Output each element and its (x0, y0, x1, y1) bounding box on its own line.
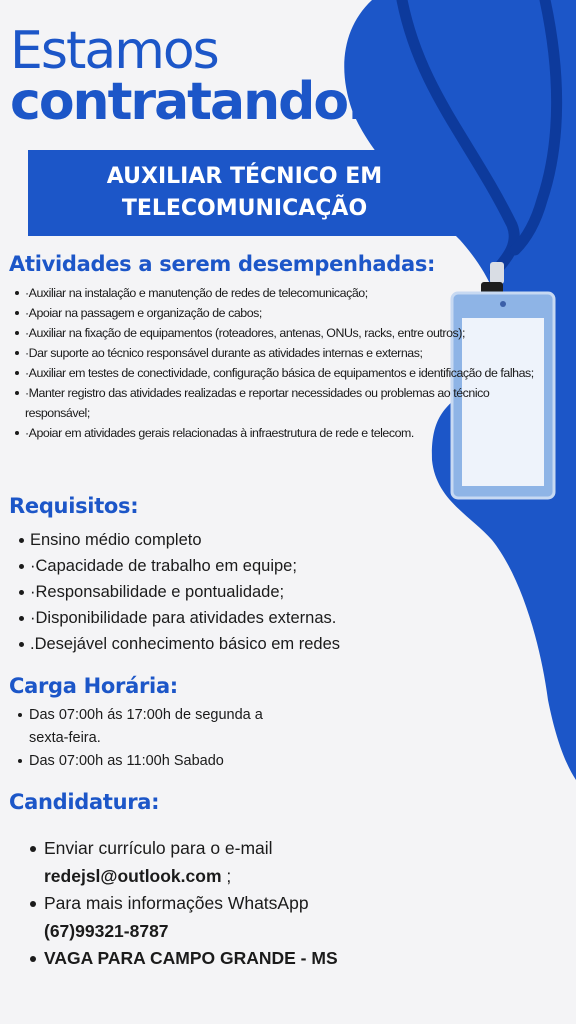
activity-item: ·Auxiliar na fixação de equipamentos (roteadores, antenas, ONUs, racks, entre outros); (13, 323, 553, 343)
headline-line-2: contratando. (10, 71, 365, 132)
application-title: Candidatura: (9, 790, 160, 814)
requirement-item: ·Disponibilidade para atividades externas. (18, 605, 418, 631)
email-address[interactable]: redejsl@outlook.com (44, 865, 222, 886)
requirement-item: .Desejável conhecimento básico em redes (18, 631, 418, 657)
work-hours-list (18, 704, 278, 773)
job-title-banner (28, 150, 461, 236)
activity-item: ·Apoiar na passagem e organização de cabos; (13, 303, 553, 323)
application-list (28, 835, 528, 973)
activity-item: ·Apoiar em atividades gerais relacionadas à infraestrutura de rede e telecom. (13, 423, 553, 443)
requirements-list (18, 527, 418, 657)
requirements-title: Requisitos: (9, 494, 139, 518)
activities-title: Atividades a serem desempenhadas: (9, 252, 436, 276)
job-title-line-1: AUXILIAR TÉCNICO EM (106, 164, 383, 190)
activity-item: ·Dar suporte ao técnico responsável durante as atividades internas e externas; (13, 343, 553, 363)
page-headline (10, 21, 365, 132)
job-location: VAGA PARA CAMPO GRANDE - MS (44, 948, 338, 968)
work-hours-item: Das 07:00h ás 17:00h de segunda a sexta-feira. (18, 704, 278, 750)
work-hours-item: Das 07:00h as 11:00h Sabado (18, 750, 278, 773)
application-location-item (28, 945, 528, 973)
work-hours-title: Carga Horária: (9, 674, 178, 698)
application-whatsapp-item (28, 890, 528, 945)
requirement-item: ·Capacidade de trabalho em equipe; (18, 553, 418, 579)
headline-line-1: Estamos (10, 21, 218, 81)
email-instruction: Enviar currículo para o e-mail (44, 838, 273, 858)
whatsapp-instruction: Para mais informações WhatsApp (44, 893, 309, 913)
activity-item: ·Auxiliar em testes de conectividade, configuração básica de equipamentos e identificação de falhas; (13, 363, 553, 383)
application-email-item (28, 835, 528, 890)
requirement-item: ·Responsabilidade e pontualidade; (18, 579, 418, 605)
whatsapp-phone[interactable]: (67)99321-8787 (44, 920, 169, 941)
activities-list (13, 283, 553, 443)
job-title-line-2: TELECOMUNICAÇÃO (121, 196, 368, 221)
requirement-item: Ensino médio completo (18, 527, 418, 553)
activity-item: ·Manter registro das atividades realizadas e reportar necessidades ou problemas ao técnico responsável; (13, 383, 553, 423)
activity-item: ·Auxiliar na instalação e manutenção de redes de telecomunicação; (13, 283, 553, 303)
email-suffix: ; (221, 865, 232, 886)
